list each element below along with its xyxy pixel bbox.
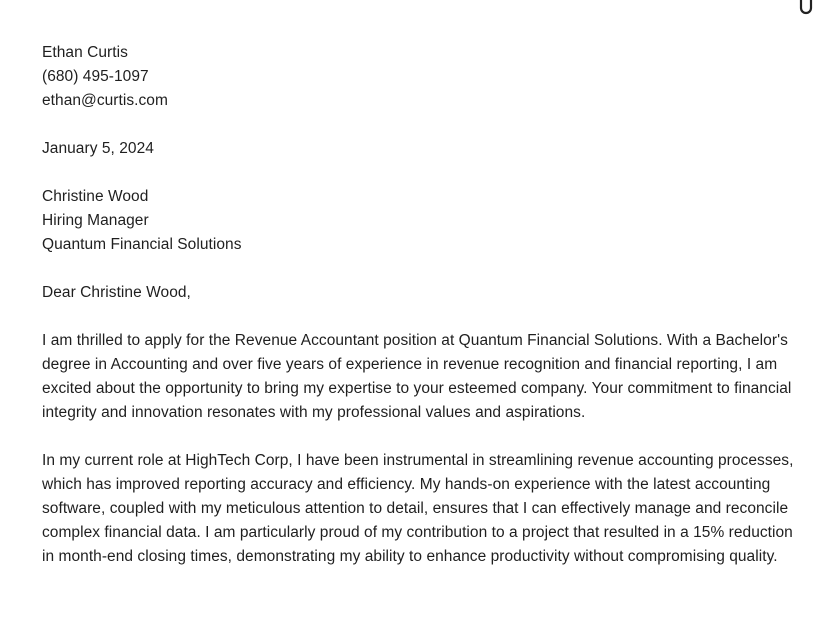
- cover-letter: [42, 41, 802, 569]
- spacer: [42, 305, 802, 329]
- recipient-name: Christine Wood: [42, 188, 149, 205]
- spacer: [42, 161, 802, 185]
- salutation: Dear Christine Wood,: [42, 284, 191, 301]
- spacer: [42, 425, 802, 449]
- sender-phone: (680) 495-1097: [42, 68, 149, 85]
- sender-name: Ethan Curtis: [42, 44, 128, 61]
- recipient-company: Quantum Financial Solutions: [42, 236, 242, 253]
- body-paragraph-2: In my current role at HighTech Corp, I have been instrumental in streamlining revenue accounting processes, which has improved reporting accuracy and efficiency. My hands-on experience with the latest accounting software, coupled with my meticulous attention to detail, ensures that I can effectively manage and reconcile complex financial data. I am particularly proud of my contribution to a project that resulted in a 15% reduction in month-end closing times, demonstrating my ability to enhance productivity without compromising quality.: [42, 452, 794, 565]
- recipient-title: Hiring Manager: [42, 212, 149, 229]
- spacer: [42, 257, 802, 281]
- spacer: [42, 113, 802, 137]
- body-paragraph-1: I am thrilled to apply for the Revenue Accountant position at Quantum Financial Solutions. With a Bachelor's degree in Accounting and over five years of experience in revenue recognition and financial reporting, I am excited about the opportunity to bring my expertise to your esteemed company. Your commitment to financial integrity and innovation resonates with my professional values and aspirations.: [42, 332, 792, 421]
- sender-email: ethan@curtis.com: [42, 92, 168, 109]
- letter-date: January 5, 2024: [42, 140, 154, 157]
- paperclip-icon: [796, 0, 816, 16]
